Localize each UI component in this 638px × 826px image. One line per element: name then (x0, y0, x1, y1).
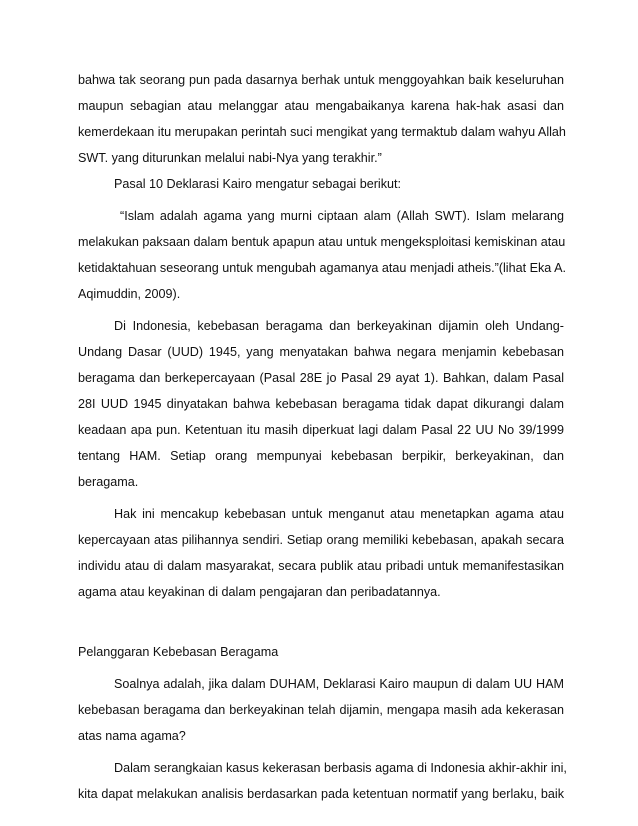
paragraph-1-line-2: maupun sebagian atau melanggar atau mengabaikanya karena hak-hak asasi dan (78, 99, 564, 113)
paragraph-3-line-3: ketidaktahuan seseorang untuk mengubah agamanya atau menjadi atheis.”(lihat Eka A. (78, 261, 566, 275)
paragraph-7-line-2: kita dapat melakukan analisis berdasarkan pada ketentuan normatif yang berlaku, baik (78, 787, 564, 801)
paragraph-4-line-5: keadaan apa pun. Ketentuan itu masih diperkuat lagi dalam Pasal 22 UU No 39/1999 (78, 423, 564, 437)
paragraph-6-line-3: atas nama agama? (78, 729, 186, 743)
paragraph-4-line-4: 28I UUD 1945 dinyatakan bahwa kebebasan beragama tidak dapat dikurangi dalam (78, 397, 564, 411)
paragraph-1-line-4: SWT. yang diturunkan melalui nabi-Nya yang terakhir.” (78, 151, 382, 165)
paragraph-5-line-4: agama atau keyakinan di dalam pengajaran dan peribadatannya. (78, 585, 441, 599)
paragraph-4-line-1: Di Indonesia, kebebasan beragama dan berkeyakinan dijamin oleh Undang- (114, 319, 564, 333)
paragraph-3-line-1: “Islam adalah agama yang murni ciptaan alam (Allah SWT). Islam melarang (120, 209, 564, 223)
paragraph-6-line-1: Soalnya adalah, jika dalam DUHAM, Deklarasi Kairo maupun di dalam UU HAM (114, 677, 564, 691)
paragraph-6-line-2: kebebasan beragama dan berkeyakinan telah dijamin, mengapa masih ada kekerasan (78, 703, 564, 717)
paragraph-4-line-6: tentang HAM. Setiap orang mempunyai kebebasan berpikir, berkeyakinan, dan (78, 449, 564, 463)
paragraph-1-line-1: bahwa tak seorang pun pada dasarnya berhak untuk menggoyahkan baik keseluruhan (78, 73, 564, 87)
paragraph-7-line-1: Dalam serangkaian kasus kekerasan berbasis agama di Indonesia akhir-akhir ini, (114, 761, 567, 775)
paragraph-4-line-7: beragama. (78, 475, 139, 489)
paragraph-5-line-2: kepercayaan atas pilihannya sendiri. Setiap orang memiliki kebebasan, apakah secara (78, 533, 564, 547)
section-heading: Pelanggaran Kebebasan Beragama (78, 645, 279, 659)
paragraph-4-line-2: Undang Dasar (UUD) 1945, yang menyatakan bahwa negara menjamin kebebasan (78, 345, 564, 359)
paragraph-4-line-3: beragama dan berkepercayaan (Pasal 28E jo Pasal 29 ayat 1). Bahkan, dalam Pasal (78, 371, 564, 385)
paragraph-1-line-3: kemerdekaan itu merupakan perintah suci mengikat yang termaktub dalam wahyu Allah (78, 125, 566, 139)
paragraph-3-line-4: Aqimuddin, 2009). (78, 287, 181, 301)
paragraph-2-line-1: Pasal 10 Deklarasi Kairo mengatur sebagai berikut: (114, 177, 402, 191)
paragraph-5-line-3: individu atau di dalam masyarakat, secara publik atau pribadi untuk memanifestasikan (78, 559, 564, 573)
paragraph-3-line-2: melakukan paksaan dalam bentuk apapun atau untuk mengeksploitasi kemiskinan atau (78, 235, 566, 249)
paragraph-5-line-1: Hak ini mencakup kebebasan untuk menganut atau menetapkan agama atau (114, 507, 564, 521)
